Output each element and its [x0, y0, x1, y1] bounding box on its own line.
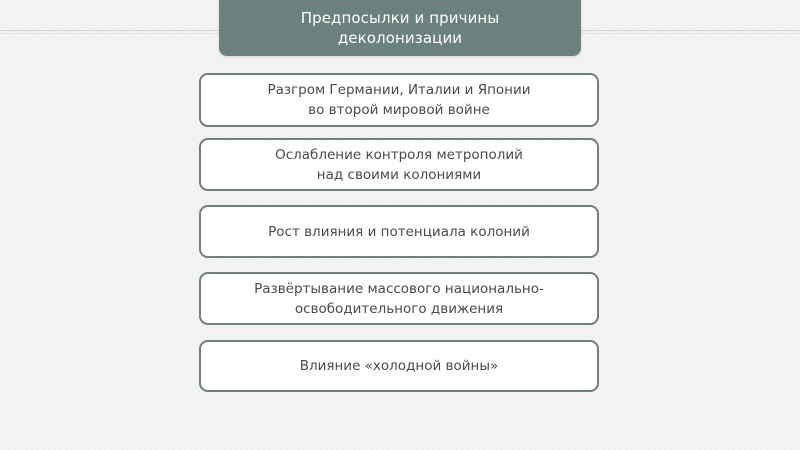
diagram-title: Предпосылки и причины деколонизации: [300, 9, 500, 47]
cause-box-5: [199, 340, 599, 392]
cause-text-2: Ослабление контроля метрополий над своими колониями: [275, 146, 523, 183]
cause-box-3: [199, 205, 599, 258]
cause-text-4: Развёртывание массового национально- освободительного движения: [254, 280, 544, 317]
cause-text-5: Влияние «холодной войны»: [299, 358, 499, 374]
diagram-title-box: [219, 0, 581, 56]
cause-text-1: Разгром Германии, Италии и Японии во второй мировой войне: [267, 82, 531, 118]
cause-box-2: [199, 138, 599, 191]
cause-text-3: Рост влияния и потенциала колоний: [268, 223, 530, 240]
cause-box-4: [199, 272, 599, 325]
cause-box-1: [199, 73, 599, 127]
